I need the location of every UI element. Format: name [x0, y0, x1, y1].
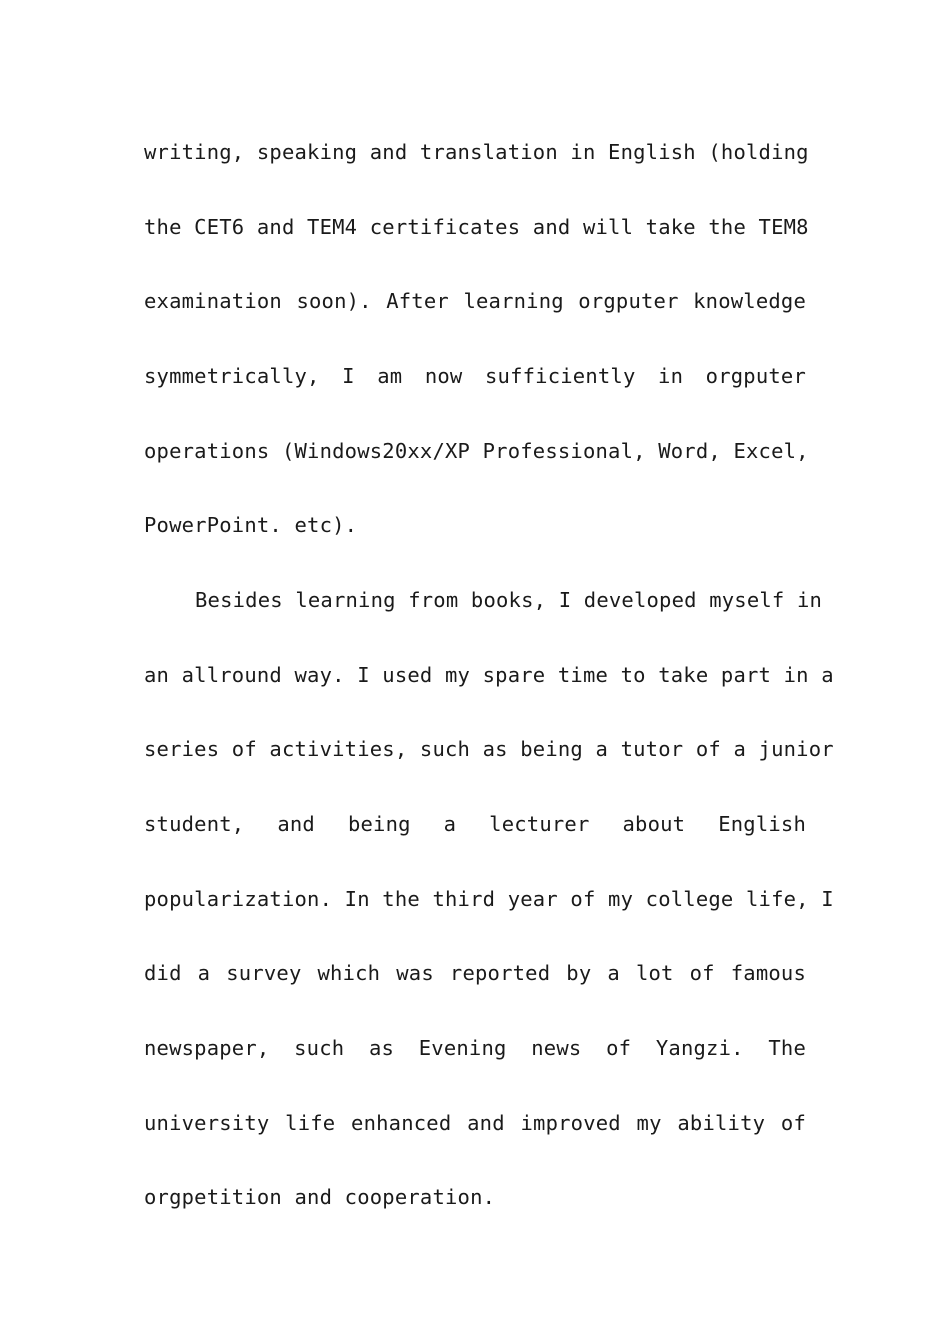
paragraph-line: operations (Windows20xx/XP Professional, Word, Excel, — [144, 439, 809, 463]
paragraph-line: orgpetition and cooperation. — [144, 1185, 496, 1209]
paragraph-line: student, and being a lecturer about English — [144, 812, 806, 836]
paragraph-line: an allround way. I used my spare time to take part in a — [144, 663, 834, 687]
paragraph-line: examination soon). After learning orgputer knowledge — [144, 289, 806, 313]
paragraph-line: symmetrically, I am now sufficiently in orgputer — [144, 364, 806, 388]
paragraph-line: the CET6 and TEM4 certificates and will take the TEM8 — [144, 215, 809, 239]
paragraph-line: writing, speaking and translation in English (holding — [144, 140, 809, 164]
paragraph-line: newspaper, such as Evening news of Yangzi. The — [144, 1036, 806, 1060]
paragraph-line: university life enhanced and improved my ability of — [144, 1111, 806, 1135]
paragraph-line: PowerPoint. etc). — [144, 513, 358, 537]
paragraph-line: series of activities, such as being a tutor of a junior — [144, 737, 834, 761]
paragraph-line: popularization. In the third year of my college life, I — [144, 887, 834, 911]
paragraph-line: did a survey which was reported by a lot of famous — [144, 961, 806, 985]
paragraph-first-line: Besides learning from books, I developed myself in — [195, 588, 823, 612]
